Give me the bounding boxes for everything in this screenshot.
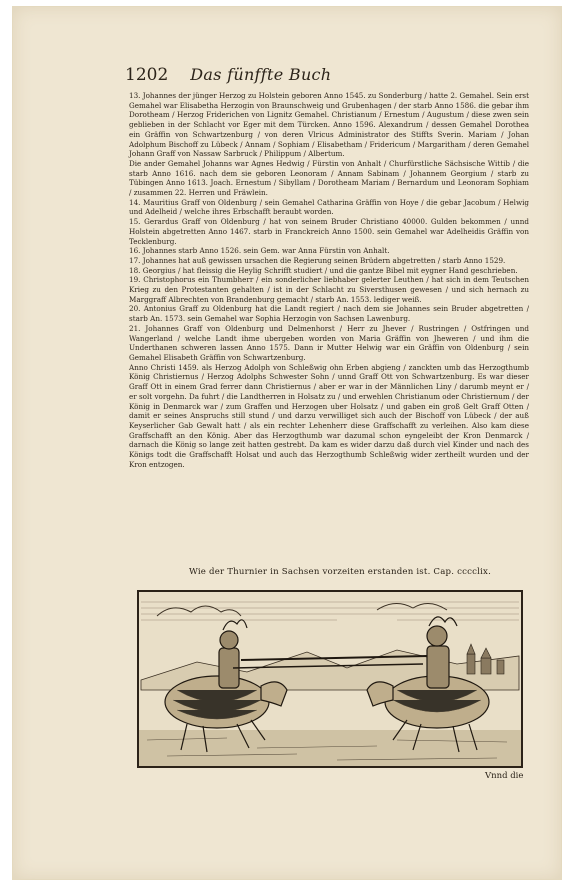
paragraph: 13. Johannes der jünger Herzog zu Holstein geboren Anno 1545. zu Sonderburg / hatte 2. Gemahel. Sein erst Gemahel war Elisabetha Herzogin von Braunschweig und Grubenhagen / der starb Anno 1586. die gebar ihm Dorotheam / Herzog Friderichen von Lignitz Gemahel. Christianum / Ernestum / Augustum / diese zwen sein geblieben in der Schlacht vor Eger mit dem Türcken. Anno 1596. Alexandrum / dessen Gemahel Dorothea ein Gräffin von Schwartzenburg / von deren Vlricus Administrator des Stiffts Sverin. Mariam / Johan Adolphum Bischoff zu Lübeck / Annam / Sophiam / Elisabetham / Fridericum / Margaritham / deren Gemahel Johann Graff von Nassaw Sarbruck / Philippum / Albertum.: [129, 91, 530, 159]
paragraph: 17. Johannes hat auß gewissen ursachen die Regierung seinen Brüdern abgetretten / starb Anno 1529.: [129, 255, 506, 265]
paragraph: 20. Antonius Graff zu Oldenburg hat die Landt regiert / nach dem sie Johannes sein Bruder abgetretten / starb An. 1573. sein Gemahel war Sophia Herzogin von Sachsen Lawenburg.: [129, 304, 529, 324]
jousting-woodcut: [137, 590, 523, 768]
paragraph: 15. Gerardus Graff von Oldenburg / hat von seinem Bruder Christiano 40000. Gulden bekommen / unnd Holstein abgetretten Anno 1467. starb in Franckreich Anno 1500. sein Gemahel war Adelheidis Gräffin von Tecklenburg.: [129, 217, 529, 246]
page-number: 1202: [125, 65, 169, 85]
paragraph: Anno Christi 1459. als Herzog Adolph von Schleßwig ohn Erben abgieng / zanckten umb das Herzogthumb König Christiernus / Herzog Adolphs Schwester Sohn / unnd Graff Ott von Schwartzenburg. Es war dieser Graff Ott in einem Grad ferrer dann Christiernus / aber er war in der Männlichen Liny / darumb meynt er / er solt vorgehn. Da fuhrt / die Landtherren in Holsatz zu / und erwehlen Christianum oder Christiernum / der König in Denmarck war / zum Graffen und Herzogen uber Holsatz / und gaben ein groß Gelt Graff Otten / damit er seines Anspruchs still stund / und darzu verwilliget sich auch der Bischoff von Lübeck / der auß Keyserlicher Gab Gewalt hatt / als ein rechter Lehenherr diese Graffschafft zu verleihen. Also kam diese Graffschafft an den König. Aber das Herzogthumb war dazumal schon eyngeleibt der Kron Denmarck / darnach die König so lange zeit hatten gestrebt. Da kam es wider darzu daß durch viel Kinder und nach des Königs todt die Graffschafft Holsat und auch das Herzogthumb Schleßwig wider zertheilt wurden und der Kron entzogen.: [129, 362, 529, 469]
body-text: [129, 91, 529, 469]
paragraph: Die ander Gemahel Johanns war Agnes Hedwig / Fürstin von Anhalt / Churfürstliche Sächsische Wittib / die starb Anno 1616. nach dem sie geboren Leonoram / Annam Sabinam / Johannem Georgium / starb zu Tübingen Anno 1613. Joach. Ernestum / Sibyllam / Dorotheam Mariam / Bernardum und Leonoram Sophiam / zusammen 22. Herren und Fräwlein.: [129, 158, 529, 198]
running-title: Das fünffte Buch: [190, 65, 332, 84]
paragraph: 14. Mauritius Graff von Oldenburg / sein Gemahel Catharina Gräffin von Hoye / die gebar Jacobum / Helwig und Adelheid / welche ihres Erbschafft beraubt worden.: [129, 197, 529, 217]
page-header: [125, 65, 331, 91]
paragraph: 16. Johannes starb Anno 1526. sein Gem. war Anna Fürstin von Anhalt.: [129, 246, 390, 256]
catchword: Vnnd die: [485, 771, 524, 781]
paragraph: 19. Christophorus ein Thumbherr / ein sonderlicher liebhaber gelerter Leuthen / hat sich in dem Teutschen Krieg zu den Protestanten gehalten / ist in der Schlacht zu Siversthusen gewesen / und sich hernach zu Marggraff Albrechten von Brandenburg gemacht / starb An. 1553. lediger weiß.: [129, 275, 529, 304]
illustration-caption: Wie der Thurnier in Sachsen vorzeiten erstanden ist. Cap. cccclix.: [188, 567, 492, 577]
paragraph: 18. Georgius / hat fleissig die Heylig Schrifft studiert / und die gantze Bibel mit eygner Hand geschrieben.: [129, 265, 518, 275]
paragraph: 21. Johannes Graff von Oldenburg und Delmenhorst / Herr zu Jhever / Rustringen / Ostfringen und Wangerland / welche Landt ihme ubergeben worden von Maria Gräffin von Jheweren / und ihm die Underthanen schweren lassen Anno 1575. Dann ir Mutter Helwig war ein Gräffin von Oldenburg / sein Gemahel Elisabeth Gräffin von Schwartzenburg.: [129, 323, 529, 362]
book-page: [12, 6, 562, 880]
